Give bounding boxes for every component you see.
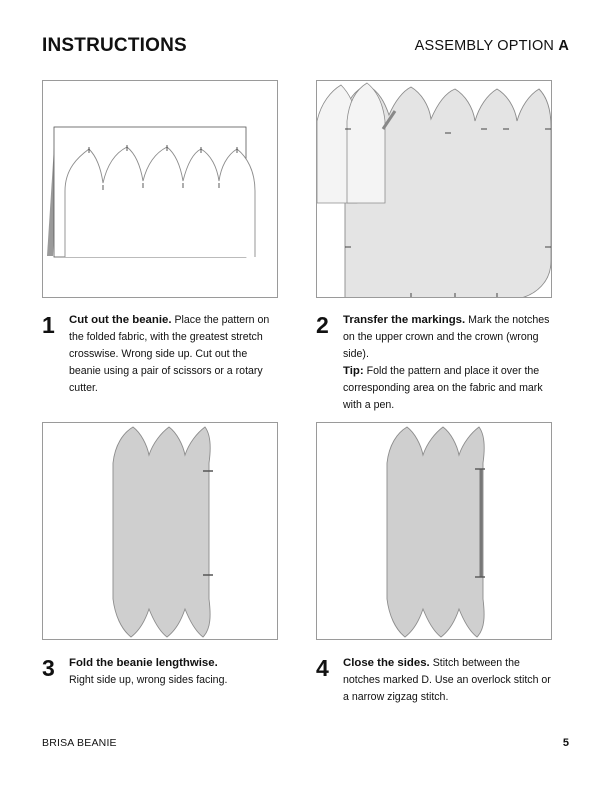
page-title: INSTRUCTIONS xyxy=(42,35,187,56)
step-body: Right side up, wrong sides facing. xyxy=(69,674,228,686)
folded-beanie xyxy=(113,427,210,637)
pattern-name: BRISA BEANIE xyxy=(42,737,117,749)
step-number: 3 xyxy=(42,655,55,681)
beanie-pattern-piece xyxy=(65,147,255,257)
assembly-option-prefix: ASSEMBLY OPTION xyxy=(414,38,559,54)
step-heading: Fold the beanie lengthwise. xyxy=(69,657,218,669)
step-number: 4 xyxy=(316,655,329,681)
step-text xyxy=(343,655,552,706)
step-number: 1 xyxy=(42,312,55,338)
step-body: Stitch between the notches marked D. Use an overlock stitch or a narrow zigzag stitch. xyxy=(343,657,551,703)
step-body: Mark the notches on the upper crown and the crown (wrong side). xyxy=(343,314,550,360)
step-text xyxy=(343,312,552,414)
folded-pattern-piece xyxy=(347,83,385,203)
illustration-close-sides xyxy=(316,422,552,640)
step-text xyxy=(69,655,278,689)
page-number: 5 xyxy=(562,737,569,749)
step-heading: Cut out the beanie. xyxy=(69,314,172,326)
illustration-transfer-markings xyxy=(316,80,552,298)
tip-body: Fold the pattern and place it over the corresponding area on the fabric and mark with a pen. xyxy=(343,365,543,411)
illustration-cut-out xyxy=(42,80,278,298)
step-heading: Transfer the markings. xyxy=(343,314,466,326)
assembly-option-label xyxy=(415,38,569,54)
folded-beanie xyxy=(387,427,484,637)
step-body: Place the pattern on the folded fabric, with the greatest stretch crosswise. Wrong side up. Cut out the beanie using a pair of scissors or a rotary cutter. xyxy=(69,314,270,394)
step-heading: Close the sides. xyxy=(343,657,430,669)
step-number: 2 xyxy=(316,312,329,338)
tip-label: Tip: xyxy=(343,365,364,377)
illustration-fold-lengthwise xyxy=(42,422,278,640)
step-text xyxy=(69,312,278,397)
assembly-option-letter: A xyxy=(558,38,569,54)
